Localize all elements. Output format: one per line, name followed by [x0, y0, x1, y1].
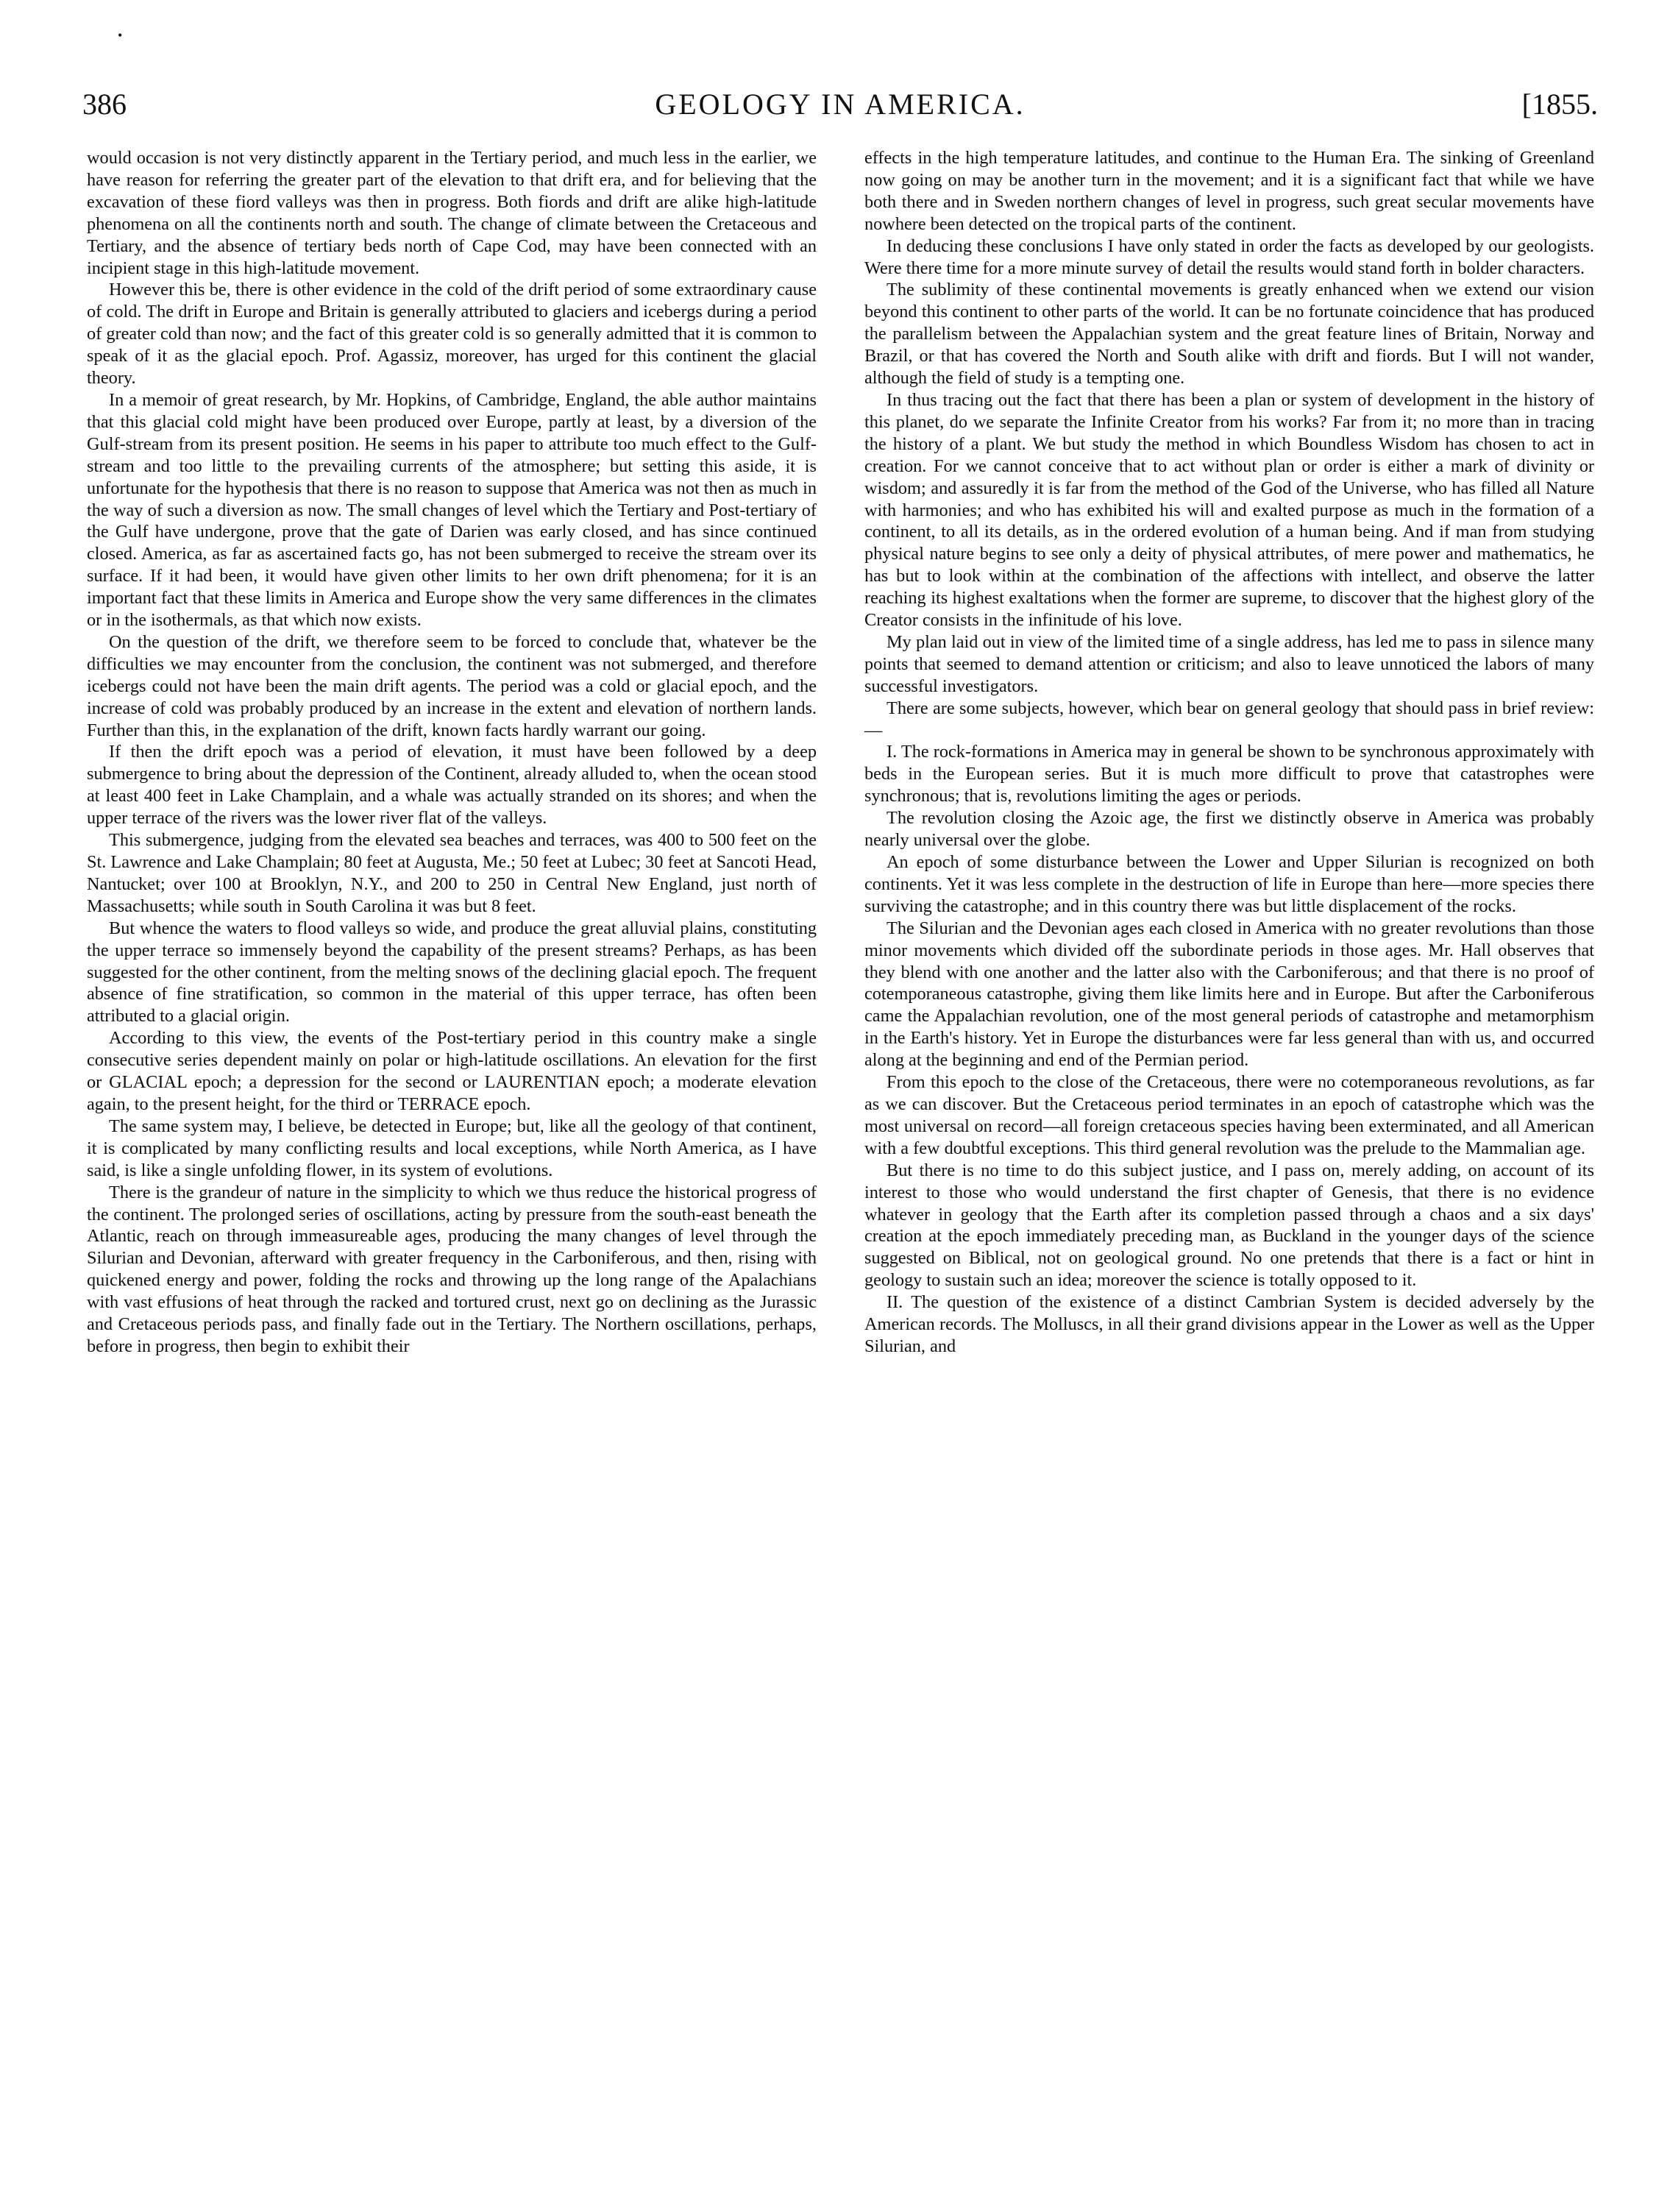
- paragraph: From this epoch to the close of the Cretaceous, there were no cotemporaneous revolutions, as far as we can discover. But the Cretaceous period terminates in an epoch of catastrophe which was the most universal on record—all foreign cretaceous species having been exterminated, and all American with a few doubtful exceptions. This third general revolution was the prelude to the Mammalian age.: [864, 1072, 1594, 1158]
- paragraph: The revolution closing the Azoic age, the first we distinctly observe in America was probably nearly universal over the globe.: [864, 808, 1594, 851]
- running-header: [82, 87, 1598, 131]
- paragraph: On the question of the drift, we therefore seem to be forced to conclude that, whatever be the difficulties we may encounter from the conclusion, the continent was not submerged, and therefore icebergs could not have been the main drift agents. The period was a cold or glacial epoch, and the increase of cold was probably produced by an increase in the extent and elevation of northern lands. Further than this, in the explanation of the drift, known facts hardly warrant our going.: [87, 631, 817, 740]
- paragraph: The same system may, I believe, be detected in Europe; but, like all the geology of that continent, it is complicated by many conflicting results and local exceptions, while North America, as I have said, is like a single unfolding flower, in its system of evolutions.: [87, 1116, 817, 1180]
- paragraph: There is the grandeur of nature in the simplicity to which we thus reduce the historical progress of the continent. The prolonged series of oscillations, acting by pressure from the south-east beneath the Atlantic, reach on through immeasureable ages, producing the many changes of level through the Silurian and Devonian, afterward with greater frequency in the Carboniferous, and then, rising with quickened energy and power, folding the rocks and throwing up the long range of the Apalachians with vast effusions of heat through the racked and tortured crust, next go on declining as the Jurassic and Cretaceous periods pass, and finally fade out in the Tertiary. The Northern oscillations, perhaps, before in progress, then begin to exhibit their: [87, 1182, 817, 1356]
- left-text-column: [87, 147, 817, 1358]
- running-year: [1855.: [1521, 88, 1598, 121]
- paragraph: In thus tracing out the fact that there has been a plan or system of development in the history of this planet, do we separate the Infinite Creator from his works? Far from it; no more than in tracing the history of a plant. We but study the method in which Boundless Wisdom has chosen to act in creation. For we cannot conceive that to act without plan or order is either a mark of divinity or wisdom; and assuredly it is far from the method of the God of the Universe, who has filled all Nature with harmonies; and who has exhibited his will and exalted purpose as much in the formation of a continent, to all its details, as in the ordered evolution of a human being. And if man from studying physical nature begins to see only a deity of physical attributes, of mere power and mathematics, he has but to look within at the combination of the affections with intellect, and observe the latter reaching its highest exaltations when the former are supreme, to discover that the highest glory of the Creator consists in the infinitude of his love.: [864, 389, 1594, 631]
- paragraph: II. The question of the existence of a distinct Cambrian System is decided adversely by the American records. The Molluscs, in all their grand divisions appear in the Lower as well as the Upper Silurian, and: [864, 1292, 1594, 1356]
- paragraph: In a memoir of great research, by Mr. Hopkins, of Cambridge, England, the able author maintains that this glacial cold might have been produced over Europe, partly at least, by a diversion of the Gulf-stream from its present position. He seems in his paper to attribute too much effect to the Gulf-stream and too little to the prevailing currents of the atmosphere; but setting this aside, it is unfortunate for the hypothesis that there is no reason to suppose that America was not then as much in the way of such a diversion as now. The small changes of level which the Tertiary and Post-tertiary of the Gulf have undergone, prove that the gate of Darien was early closed, and has since continued closed. America, as far as ascertained facts go, has not been submerged to receive the stream over its surface. If it had been, it would have given other limits to her own drift phenomena; for it is an important fact that these limits in America and Europe show the very same differences in the climates or in the isothermals, as that which now exists.: [87, 389, 817, 631]
- paragraph: There are some subjects, however, which bear on general geology that should pass in brief review:—: [864, 698, 1594, 740]
- paragraph: would occasion is not very distinctly apparent in the Tertiary period, and much less in the earlier, we have reason for referring the greater part of the elevation to that drift era, and for believing that the excavation of these fiord valleys was then in progress. Both fiords and drift are alike high-latitude phenomena on all the continents north and south. The change of climate between the Cretaceous and Tertiary, and the absence of tertiary beds north of Cape Cod, may have been connected with an incipient stage in this high-latitude movement.: [87, 148, 817, 278]
- page-number: 386: [82, 88, 127, 121]
- paragraph: The Silurian and the Devonian ages each closed in America with no greater revolutions than those minor movements which divided off the subordinate periods in those ages. Mr. Hall observes that they blend with one another and the latter also with the Carboniferous; and that there is no proof of cotemporaneous catastrophe, giving them like limits here and in Europe. But after the Carboniferous came the Appalachian revolution, one of the most general periods of catastrophe and metamorphism in the Earth's history. Yet in Europe the disturbances were far less general than with us, and occurred along at the beginning and end of the Permian period.: [864, 918, 1594, 1071]
- paragraph: This submergence, judging from the elevated sea beaches and terraces, was 400 to 500 feet on the St. Lawrence and Lake Champlain; 80 feet at Augusta, Me.; 50 feet at Lubec; 30 feet at Sancoti Head, Nantucket; over 100 at Brooklyn, N.Y., and 200 to 250 in Central New England, just north of Massachusetts; while south in South Carolina it was but 8 feet.: [87, 830, 817, 916]
- paragraph: According to this view, the events of the Post-tertiary period in this country make a single consecutive series dependent mainly on polar or high-latitude oscillations. An elevation for the first or GLACIAL epoch; a depression for the second or LAURENTIAN epoch; a moderate elevation again, to the present height, for the third or TERRACE epoch.: [87, 1028, 817, 1114]
- paragraph: If then the drift epoch was a period of elevation, it must have been followed by a deep submergence to bring about the depression of the Continent, already alluded to, when the ocean stood at least 400 feet in Lake Champlain, and a whale was actually stranded on its shores; and when the upper terrace of the rivers was the lower river flat of the valleys.: [87, 742, 817, 829]
- running-title: GEOLOGY IN AMERICA.: [655, 88, 1026, 121]
- paragraph: But whence the waters to flood valleys so wide, and produce the great alluvial plains, constituting the upper terrace so immensely beyond the capability of the present streams? Perhaps, as has been suggested for the other continent, from the melting snows of the declining glacial epoch. The frequent absence of fine stratification, so common in the material of this upper terrace, has often been attributed to a glacial origin.: [87, 918, 817, 1027]
- paragraph: In deducing these conclusions I have only stated in order the facts as developed by our geologists. Were there time for a more minute survey of detail the results would stand forth in bolder characters.: [864, 235, 1594, 278]
- paragraph: My plan laid out in view of the limited time of a single address, has led me to pass in silence many points that seemed to demand attention or criticism; and also to leave unnoticed the labors of many successful investigators.: [864, 631, 1594, 696]
- paragraph: I. The rock-formations in America may in general be shown to be synchronous approximately with beds in the European series. But it is much more difficult to prove that catastrophes were synchronous; that is, revolutions limiting the ages or periods.: [864, 742, 1594, 807]
- paragraph: An epoch of some disturbance between the Lower and Upper Silurian is recognized on both continents. Yet it was less complete in the destruction of life in Europe than here—more species there surviving the catastrophe; and in this country there was but little displacement of the rocks.: [864, 852, 1594, 916]
- right-text-column: [864, 147, 1594, 1358]
- paragraph: effects in the high temperature latitudes, and continue to the Human Era. The sinking of Greenland now going on may be another turn in the movement; and it is a significant fact that while we have both there and in Sweden northern changes of level in progress, such great secular movements have nowhere been detected on the tropical parts of the continent.: [864, 148, 1594, 234]
- paragraph: However this be, there is other evidence in the cold of the drift period of some extraordinary cause of cold. The drift in Europe and Britain is generally attributed to glaciers and icebergs during a period of greater cold than now; and the fact of this greater cold is so generally admitted that it is common to speak of it as the glacial epoch. Prof. Agassiz, moreover, has urged for this continent the glacial theory.: [87, 280, 817, 389]
- paragraph: The sublimity of these continental movements is greatly enhanced when we extend our vision beyond this continent to other parts of the world. It can be no fortunate coincidence that has produced the parallelism between the Appalachian system and the great feature lines of Britain, Norway and Brazil, or that has covered the North and South alike with drift and fiords. But I will not wander, although the field of study is a tempting one.: [864, 280, 1594, 389]
- paragraph: But there is no time to do this subject justice, and I pass on, merely adding, on account of its interest to those who would understand the first chapter of Genesis, that there is no evidence whatever in geology that the Earth after its completion passed through a chaos and a six days' creation at the epoch immediately preceding man, as Buckland in the younger days of the science suggested on Biblical, not on geological ground. No one pretends that there is a fact or hint in geology to sustain such an idea; moreover the science is totally opposed to it.: [864, 1160, 1594, 1291]
- print-speck: •: [118, 28, 123, 43]
